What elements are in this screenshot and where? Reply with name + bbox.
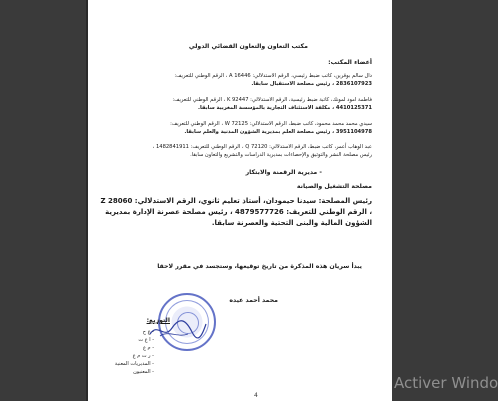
- member-detail-line: 4410125371 ، مكلفة الاستئناف التجارية بالمؤسسة المغربية سابقا.: [198, 105, 372, 111]
- signatory-name: محمد أحمد عيده: [229, 297, 278, 304]
- member-name-line: سيدي محمد محمد محمود، كاتب ضبط، الرقم الاستدلالي: W 72125 ، الرقم الوطني للتعريف:: [170, 121, 372, 127]
- member-name-line: فاطمة امود لمونك، كاتبة ضبط رئيسية، الرقم الاستدلالي: K 92447 ، الرقم الوطني للتعريف:: [172, 97, 372, 103]
- distribution-item: - ر ت م ع: [132, 353, 154, 359]
- directorate-heading: - مديرية الرقمنة والابتكار: [245, 169, 322, 176]
- distribution-list: [100, 328, 154, 376]
- member-name-line: دال سالم بوقرين، كاتب ضبط رئيسي، الرقم الاستدلالي: A 16446 ، الرقم الوطني للتعريف:: [174, 73, 372, 79]
- activation-watermark: Activer Windo: [394, 374, 498, 392]
- member-item: [100, 96, 372, 112]
- member-detail-line: 2836107923 ، رئيس مصلحة الاستقبال سابقا.: [251, 81, 372, 87]
- page-number: 4: [254, 392, 258, 399]
- member-detail-line: 3951104978 ، رئيس مصلحة العلم بمديرية الشؤون المدنية والعلم سابقا.: [184, 129, 372, 135]
- member-item: [100, 120, 372, 136]
- distribution-item: - ا ع ت: [138, 337, 154, 343]
- member-detail-line: رئيس مصلحة النشر والتوثيق والإحصاءات بمديرية الدراسات والتشريع والتعاون سابقا.: [190, 152, 372, 158]
- member-item: [100, 143, 372, 159]
- service-heading: مصلحة التشغيل والصيانة: [296, 183, 372, 190]
- office-title: مكتب التعاون والتعاون القضائي الدولي: [188, 43, 308, 50]
- distribution-heading: التوزيع:: [146, 317, 170, 324]
- effective-statement: يبدأ سريان هذه المذكرة من تاريخ توقيعها، وستجسد في مقرر لاحقا: [157, 263, 362, 270]
- members-heading: أعضاء المكتب:: [328, 59, 372, 66]
- distribution-item: - ع ح: [142, 329, 154, 335]
- distribution-item: - المعنيون: [133, 369, 154, 375]
- service-head-paragraph: رئيس المصلحة: سيدنا حيمودان، أستاذ تعليم ثانوي، الرقم الاستدلالي: Z 28060 ، الرقم الوطني للتعريف: 4879577726 ، رئيس مصلحة عصرنة الإدارة بمديرية الشؤون المالية والبنى التحتية والعصرنة سابقا.: [100, 197, 372, 227]
- distribution-item: - المديريات المعنية: [114, 361, 154, 367]
- member-item: [100, 72, 372, 88]
- document-page: [88, 0, 392, 401]
- member-name-line: عبد الوهاب أعمر، كاتب ضبط، الرقم الاستدلالي: Q 72120 ، الرقم الوطني للتعريف: 1482841911 ،: [152, 144, 372, 150]
- distribution-item: - م ع: [142, 345, 154, 351]
